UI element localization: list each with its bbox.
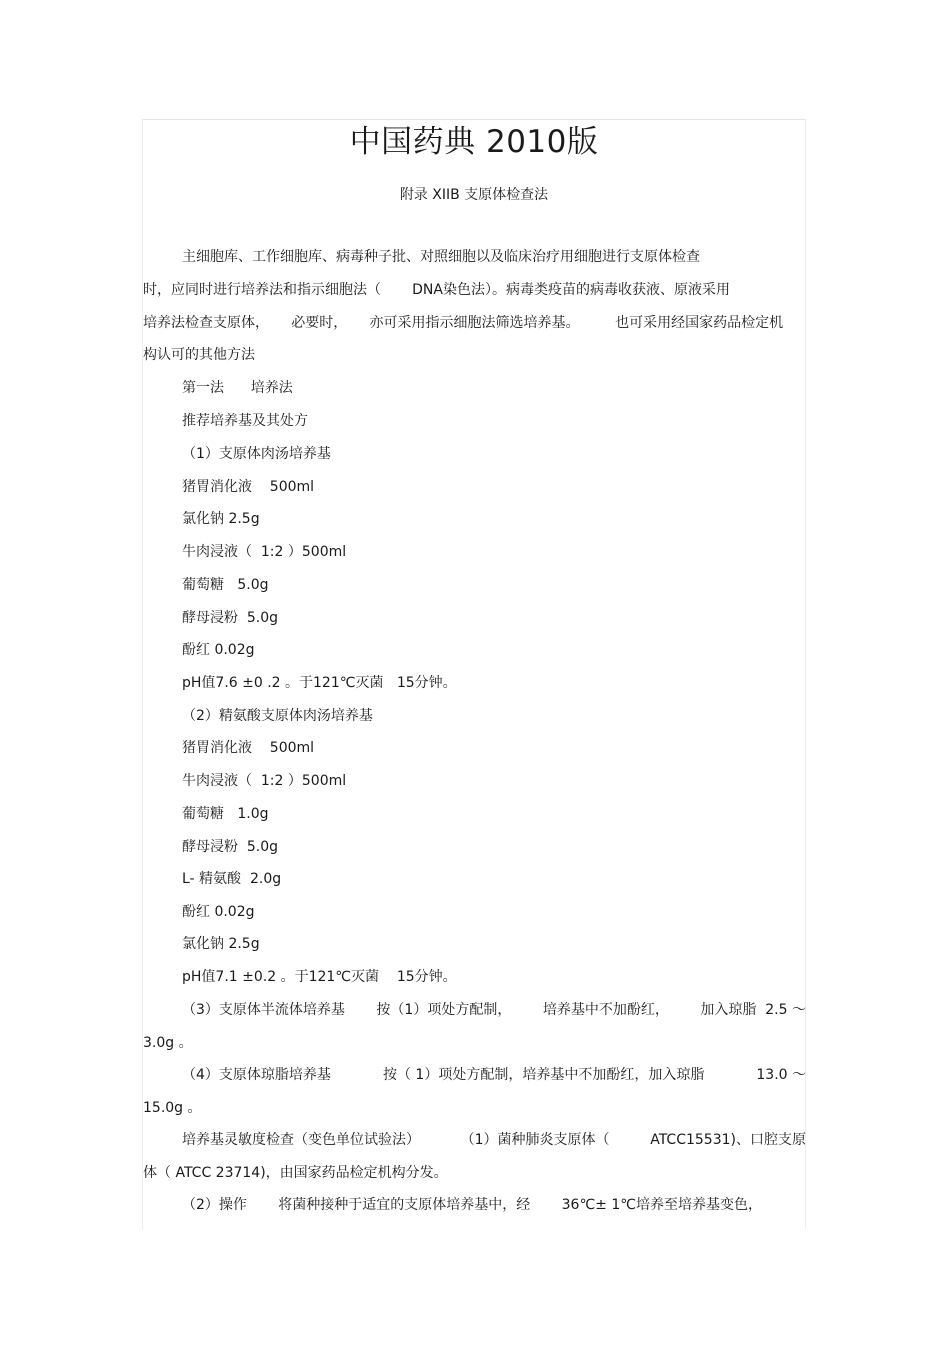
sensitivity-part: 培养基灵敏度检查（变色单位试验法）	[182, 1132, 420, 1148]
medium2-item: 猪胃消化液 500ml	[182, 740, 315, 756]
medium4-line-2: 15.0g 。	[143, 1100, 202, 1116]
operation-line-1	[143, 1193, 762, 1217]
medium3-part: （3）支原体半流体培养基	[182, 1002, 345, 1018]
intro-line-1: 主细胞库、工作细胞库、病毒种子批、对照细胞以及临床治疗用细胞进行支原体检查	[182, 249, 700, 265]
medium1-item: 葡萄糖 5.0g	[182, 577, 269, 593]
operation-part: 36℃± 1℃培养至培养基变色，	[561, 1197, 762, 1213]
medium4-part: 13.0 ～	[756, 1067, 806, 1083]
sensitivity-line-2: 体（ ATCC 23714)，由国家药品检定机构分发。	[143, 1165, 448, 1181]
medium2-item: 酚红 0.02g	[182, 904, 255, 920]
medium2-item: 牛肉浸液（ 1:2 ）500ml	[182, 773, 347, 789]
medium3-line-1	[143, 998, 806, 1022]
sensitivity-line-1	[143, 1128, 806, 1152]
medium2-item: L- 精氨酸 2.0g	[182, 871, 282, 887]
medium3-part: 加入琼脂 2.5 ～	[700, 1002, 806, 1018]
recommended-heading: 推荐培养基及其处方	[182, 413, 308, 429]
medium3-part: 按（1）项处方配制，	[376, 1002, 512, 1018]
medium2-item: 酵母浸粉 5.0g	[182, 839, 279, 855]
medium2-item: 葡萄糖 1.0g	[182, 806, 269, 822]
medium3-part: 培养基中不加酚红，	[542, 1002, 669, 1018]
method-heading: 第一法 培养法	[182, 380, 293, 396]
operation-part: 将菌种接种于适宜的支原体培养基中，经	[278, 1197, 531, 1213]
medium2-item: 氯化钠 2.5g	[182, 936, 260, 952]
medium1-item: 酚红 0.02g	[182, 642, 255, 658]
sensitivity-part: （1）菌种肺炎支原体（	[460, 1132, 610, 1148]
intro-line-4: 构认可的其他方法	[143, 347, 255, 363]
medium2-item: pH值7.1 ±0.2 。于121℃灭菌 15分钟。	[182, 969, 457, 985]
medium1-item: 酵母浸粉 5.0g	[182, 610, 279, 626]
medium4-line-1	[143, 1063, 806, 1087]
intro-line-2: 时，应同时进行培养法和指示细胞法（ DNA染色法）。病毒类疫苗的病毒收获液、原液采用	[143, 282, 730, 298]
medium1-item: pH值7.6 ±0 .2 。于121℃灭菌 15分钟。	[182, 675, 457, 691]
medium1-heading: （1）支原体肉汤培养基	[182, 446, 331, 462]
medium1-item: 猪胃消化液 500ml	[182, 479, 315, 495]
medium4-part: 按（ 1）项处方配制，培养基中不加酚红，加入琼脂	[382, 1067, 705, 1083]
medium4-part: （4）支原体琼脂培养基	[182, 1067, 331, 1083]
document-subtitle: 附录 XIIB 支原体检查法	[399, 187, 549, 203]
medium2-heading: （2）精氨酸支原体肉汤培养基	[182, 708, 373, 724]
operation-part: （2）操作	[182, 1197, 247, 1213]
medium1-item: 氯化钠 2.5g	[182, 511, 260, 527]
medium1-item: 牛肉浸液（ 1:2 ）500ml	[182, 544, 347, 560]
document-title: 中国药典 2010版	[349, 124, 599, 160]
sensitivity-part: ATCC15531)、口腔支原	[650, 1132, 806, 1148]
intro-line-3: 培养法检查支原体， 必要时， 亦可采用指示细胞法筛选培养基。 也可采用经国家药品检定机	[143, 315, 784, 331]
medium3-line-2: 3.0g 。	[143, 1035, 193, 1051]
